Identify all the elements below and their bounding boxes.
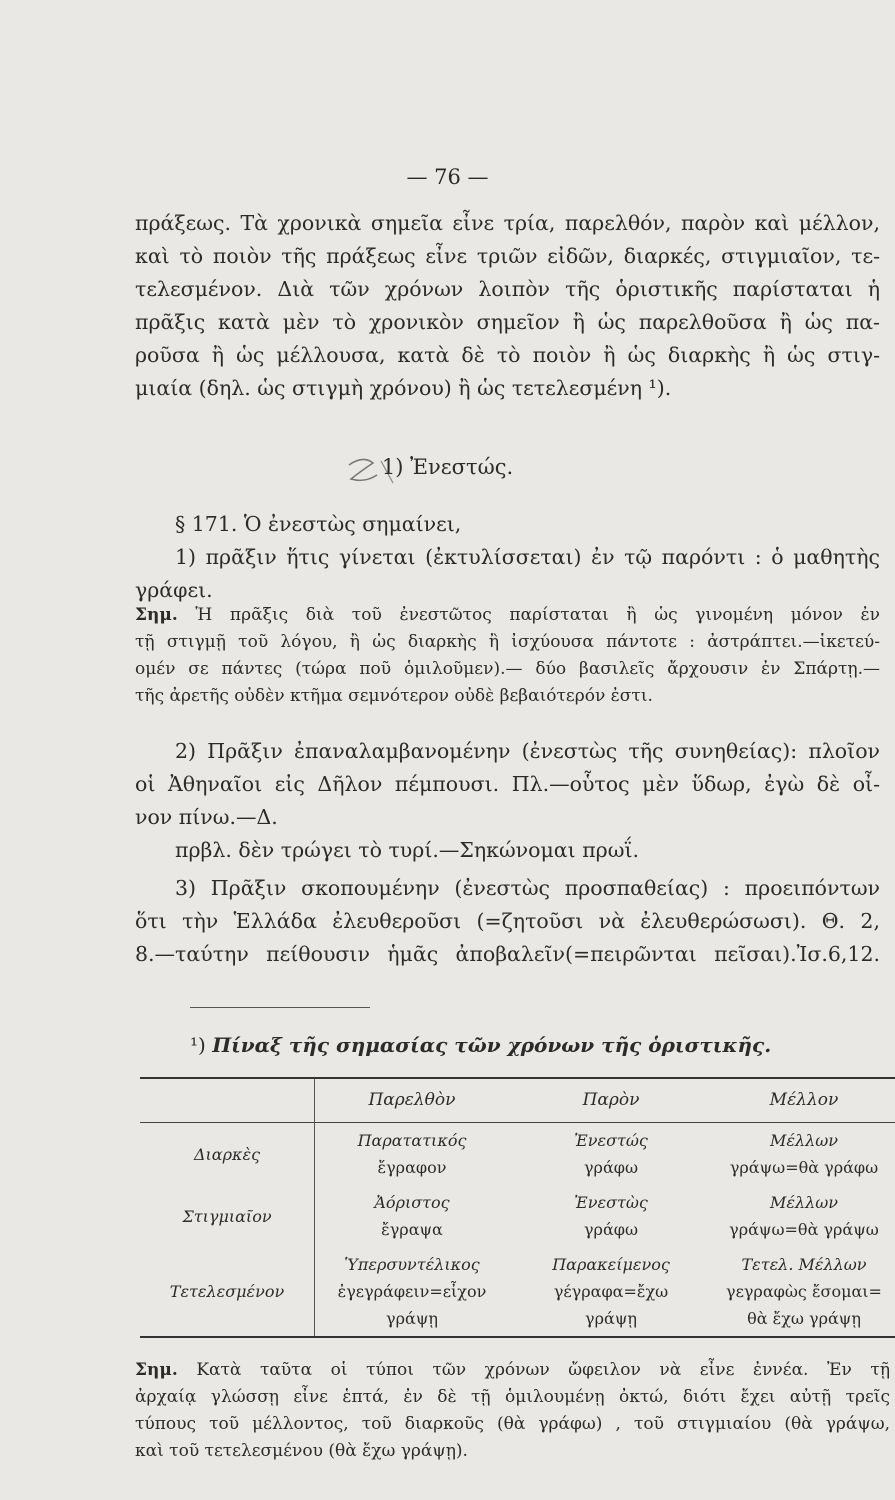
- text-line: νον πίνω.—Δ.: [135, 805, 278, 829]
- tense-name: Μέλλων: [769, 1193, 839, 1212]
- tense-form: γράφω: [583, 1220, 639, 1239]
- table-cell: [713, 1185, 895, 1247]
- tense-name: Μέλλων: [769, 1131, 839, 1150]
- intro-paragraph: [135, 207, 880, 405]
- note-2: [135, 1357, 890, 1465]
- text-line: καὶ τὸ ποιὸν τῆς πράξεως εἶνε τριῶν εἰδῶν, διαρκές, στιγμιαῖον, τε-: [135, 244, 880, 268]
- tense-form: ἔγραφον: [377, 1158, 447, 1177]
- paragraph-171: § 171. Ὁ ἐνεστὼς σημαίνει,: [175, 512, 462, 536]
- table-cell: [509, 1123, 713, 1186]
- text-line: ἀρχαίᾳ γλώσσῃ εἶνε ἑπτά, ἐν δὲ τῇ ὁμιλουμένῃ ὀκτώ, διότι ἔχει αὐτῇ τρεῖς: [135, 1387, 890, 1407]
- section-heading: 1) Ἐνεστώς.: [381, 455, 514, 479]
- note-1: [135, 602, 880, 710]
- table-row: [140, 1185, 895, 1247]
- tense-form: γράψω=θὰ γράφω: [729, 1158, 879, 1177]
- footnote-divider: [190, 1007, 370, 1008]
- table-corner: [140, 1078, 315, 1123]
- column-header: Μέλλον: [769, 1090, 839, 1110]
- item-3: [135, 872, 880, 971]
- text-line: 1) πρᾶξιν ἥτις γίνεται (ἐκτυλίσσεται) ἐν τῷ παρόντι : ὁ μαθητὴς: [175, 545, 880, 569]
- tense-name: Ὑπερσυντέλικος: [344, 1255, 480, 1274]
- text-line: τύπους τοῦ μέλλοντος, τοῦ διαρκοῦς (θὰ γράφω) , τοῦ στιγμιαίου (θὰ γράψω,: [135, 1414, 890, 1434]
- table-cell: [315, 1123, 510, 1186]
- note-label: Σημ.: [135, 605, 178, 625]
- tense-name: Τετελ. Μέλλων: [741, 1255, 867, 1274]
- tense-table: [140, 1077, 895, 1338]
- column-header: Παρὸν: [582, 1090, 640, 1110]
- section-171: [135, 508, 880, 607]
- text-line: καὶ τοῦ τετελεσμένου (θὰ ἔχω γράψῃ).: [135, 1441, 468, 1461]
- column-header: Παρελθὸν: [315, 1078, 510, 1123]
- text-line: τῆς ἀρετῆς οὐδὲν κτῆμα σεμνότερον οὐδὲ βεβαιότερόν ἐστι.: [135, 686, 653, 706]
- row-label: Στιγμιαῖον: [182, 1206, 272, 1226]
- footnote-title: [190, 1033, 880, 1057]
- text-line: πρβλ. δὲν τρώγει τὸ τυρί.—Σηκώνομαι πρωΐ.: [175, 838, 639, 862]
- tense-form: ἐγεγράφειν=εἶχον: [337, 1282, 487, 1301]
- tense-form: θὰ ἔχω γράψῃ: [747, 1309, 861, 1328]
- table-header-row: [140, 1078, 895, 1123]
- text-line: τελεσμένον. Διὰ τῶν χρόνων λοιπὸν τῆς ὁριστικῆς παρίσταται ἡ: [135, 277, 880, 301]
- text-line: Κατὰ ταῦτα οἱ τύποι τῶν χρόνων ὤφειλον νὰ εἶνε ἐννέα. Ἐν τῇ: [196, 1360, 891, 1380]
- text-line: γράφει.: [135, 578, 213, 602]
- text-line: ὅτι τὴν Ἑλλάδα ἐλευθεροῦσι (=ζητοῦσι νὰ ἐλευθερώσωσι). Θ. 2,: [135, 909, 880, 933]
- footnote-marker: ¹): [190, 1033, 206, 1057]
- table-row: [140, 1123, 895, 1186]
- tense-form: γέγραφα=ἔχω: [553, 1282, 669, 1301]
- tense-form: γράψω=θὰ γράψω: [729, 1220, 879, 1239]
- note-label: Σημ.: [135, 1360, 178, 1380]
- tense-form: γράψῃ: [585, 1309, 637, 1328]
- table-cell: [713, 1247, 895, 1337]
- table-cell: [315, 1247, 510, 1337]
- table-row: [140, 1247, 895, 1337]
- tense-form: ἔγραψα: [381, 1220, 443, 1239]
- tense-form: γεγραφὼς ἔσομαι=: [726, 1282, 882, 1301]
- footnote-title-text: Πίναξ τῆς σημασίας τῶν χρόνων τῆς ὁριστικῆς.: [212, 1033, 772, 1057]
- tense-name: Παρατατικός: [357, 1131, 467, 1150]
- page-number: — 76 —: [406, 165, 489, 189]
- table-cell: [509, 1185, 713, 1247]
- text-line: Ἡ πρᾶξις διὰ τοῦ ἐνεστῶτος παρίσταται ἢ ὡς γινομένη μόνον ἐν: [195, 605, 880, 625]
- tense-form: γράφω: [583, 1158, 639, 1177]
- tense-name: Ἐνεστὼς: [574, 1193, 648, 1212]
- text-line: 3) Πρᾶξιν σκοπουμένην (ἐνεστὼς προσπαθείας) : προειπόντων: [175, 876, 880, 900]
- table-cell: [315, 1185, 510, 1247]
- table-cell: [509, 1247, 713, 1337]
- text-line: οἱ Ἀθηναῖοι εἰς Δῆλον πέμπουσι. Πλ.—οὗτος μὲν ὕδωρ, ἐγὼ δὲ οἶ-: [135, 772, 880, 796]
- text-line: 8.—ταύτην πείθουσιν ἡμᾶς ἀποβαλεῖν(=πειρῶνται πεῖσαι).Ἰσ.6,12.: [135, 942, 880, 966]
- tense-name: Ἐνεστώς: [574, 1131, 648, 1150]
- row-label: Τετελεσμένον: [169, 1282, 285, 1301]
- text-line: πρᾶξις κατὰ μὲν τὸ χρονικὸν σημεῖον ἢ ὡς παρελθοῦσα ἢ ὡς πα-: [135, 310, 880, 334]
- text-line: μιαία (δηλ. ὡς στιγμὴ χρόνου) ἢ ὡς τετελεσμένη ¹).: [135, 376, 672, 400]
- text-line: πράξεως. Τὰ χρονικὰ σημεῖα εἶνε τρία, παρελθόν, παρὸν καὶ μέλλον,: [135, 211, 880, 235]
- table-cell: [713, 1123, 895, 1186]
- tense-form: γράψῃ: [386, 1309, 438, 1328]
- text-line: ομέν σε πάντες (τώρα ποῦ ὁμιλοῦμεν).— δύο βασιλεῖς ἄρχουσιν ἐν Σπάρτῃ.—: [135, 659, 880, 679]
- text-line: τῇ στιγμῇ τοῦ λόγου, ἢ ὡς διαρκὴς ἢ ἰσχύουσα πάντοτε : ἀστράπτει.—ἱκετεύ-: [135, 632, 880, 652]
- tense-name: Παρακείμενος: [552, 1255, 670, 1274]
- text-line: 2) Πρᾶξιν ἐπαναλαμβανομένην (ἐνεστὼς τῆς συνηθείας): πλοῖον: [175, 739, 880, 763]
- row-label: Διαρκὲς: [193, 1144, 261, 1164]
- tense-name: Ἀόριστος: [374, 1193, 450, 1212]
- text-line: ροῦσα ἢ ὡς μέλλουσα, κατὰ δὲ τὸ ποιὸν ἢ ὡς διαρκὴς ἢ ὡς στιγ-: [135, 343, 880, 367]
- item-2: [135, 735, 880, 867]
